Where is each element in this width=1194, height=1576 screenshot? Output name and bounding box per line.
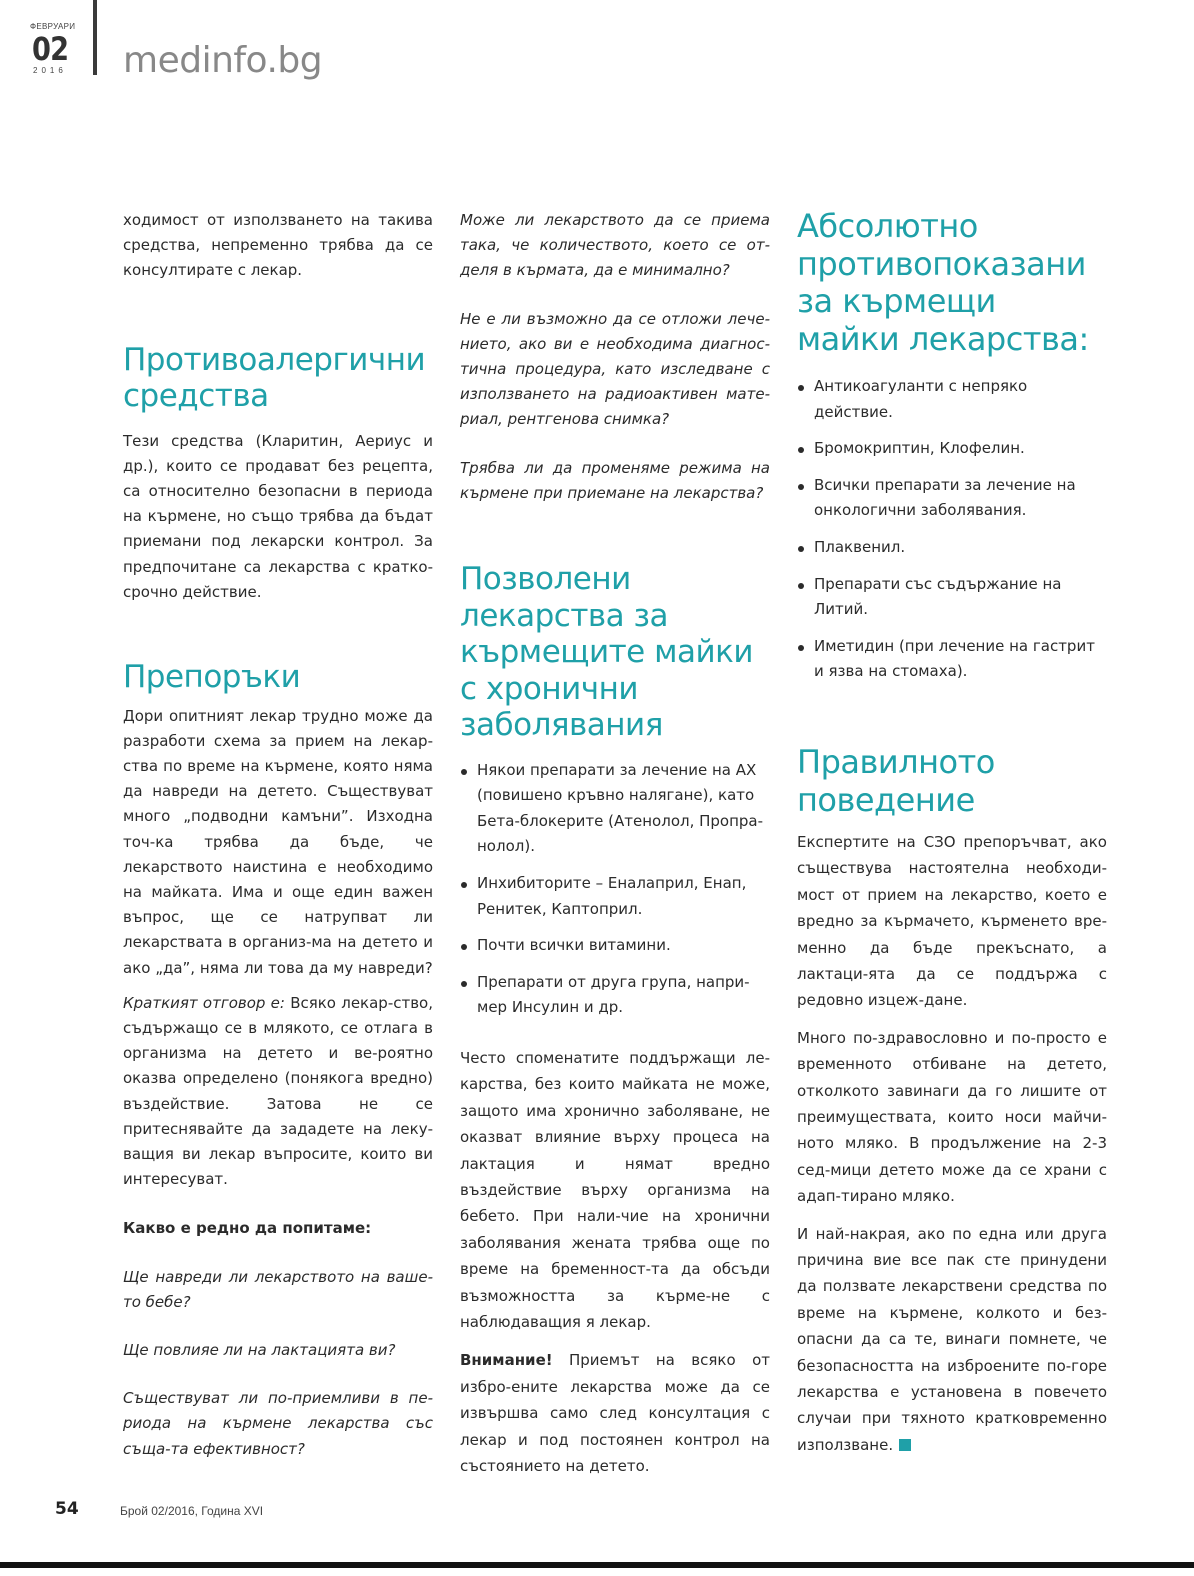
list-item: Иметидин (при лечение на гастрит и язва на стомаха).	[797, 634, 1107, 685]
conclusion-text: И най-накрая, ако по една или друга причина вие все пак сте принудени да ползвате лекарствени средства по време на кърмене, колкото и без-опасни да са те, винаги помнете, че безопасността на изброените по-горе лекарства е установена в повечето случаи при тяхното кратковременно използване.	[797, 1224, 1107, 1454]
question-2: Ще повлияе ли на лактацията ви?	[123, 1341, 396, 1359]
heading-allowed-drugs: Позволени лекарства за кърмещите майки с хронични заболявания	[460, 561, 753, 744]
heading-what-to-ask: Какво е редно да попитаме:	[123, 1219, 372, 1238]
paragraph-weaning: Много по-здравословно и по-просто е временното отбиване на детето, отколкото завинаги да го лишите от преимуществата, които носи майчи-ното мляко. В продължение на 2-3 сед-мици детето може да се храни с адап-тирано мляко.	[797, 1028, 1107, 1206]
end-mark-icon	[899, 1439, 911, 1451]
paragraph-who: Експертите на СЗО препоръчват, ако съществува настоятелна необходи-мост от прием на лекарство, което е вредно за кърмачето, кърменето вре-менно да бъде прекъснато, а лактаци-ята да се поддържа с редовно изцеж-дане.	[797, 832, 1107, 1010]
question-4: Може ли лекарството да се приема така, че количеството, което се от-деля в кърмата, да е минимално?	[460, 211, 770, 280]
list-item: Антикоагуланти с непряко действие.	[797, 374, 1107, 425]
heading-antiallergic: Противоалергични средства	[123, 341, 426, 415]
heading-contraindicated: Абсолютно противопоказани за кърмещи майки лекарства:	[797, 207, 1089, 358]
paragraph-antiallergic: Тези средства (Кларитин, Аериус и др.), които се продават без рецепта, са относително безопасни в периода на кърмене, но също трябва да бъдат приемани под лекарски контрол. За предпочитане са лекарства с кратко-срочно действие.	[123, 431, 433, 601]
list-item: Всички препарати за лечение на онкологични заболявания.	[797, 473, 1107, 524]
warning-body: Приемът на всяко от избро-ените лекарства може да се извършва само след консултация с лекар и под постоянен контрол на състоянието на детето.	[460, 1351, 770, 1475]
intro-paragraph: ходимост от използването на такива средства, непременно трябва да се консултирате с лекар.	[123, 211, 433, 280]
list-item: Инхибиторите – Еналаприл, Енап, Ренитек, Каптоприл.	[460, 871, 770, 922]
heading-proper-behavior: Правилното поведение	[797, 742, 995, 819]
site-logo: medinfo.bg	[123, 40, 323, 81]
page-number: 54	[55, 1499, 79, 1519]
column-1	[123, 208, 433, 1462]
issue-month: ФЕВРУАРИ	[30, 22, 76, 31]
bottom-rule	[0, 1562, 1194, 1568]
issue-year: 2016	[33, 66, 67, 75]
paragraph-short-answer	[123, 991, 433, 1193]
paragraph-recommendations: Дори опитният лекар трудно може да разработи схема за прием на лекар-ства по време на кърмене, която няма да навреди на детето. Съществуват много „подводни камъни”. Изходна точ-ка трябва да бъде, че лекарството наистина е необходимо на майката. Има и още един важен въпрос, ще се натрупват ли лекарствата в организ-ма на детето и ако „да”, няма ли това да му навреди?	[123, 706, 433, 977]
list-item: Плаквенил.	[797, 535, 1107, 561]
paragraph-conclusion	[797, 1221, 1107, 1459]
heading-recommendations: Препоръки	[123, 659, 301, 696]
list-item: Почти всички витамини.	[460, 933, 770, 959]
allowed-drugs-list	[460, 758, 770, 1021]
question-5: Не е ли възможно да се отложи лече-нието, ако ви е необходима диагнос-тична процедура, като изследване с използването на радиоактивен мате-риал, рентгенова снимка?	[460, 309, 770, 429]
short-answer-lead: Краткият отговор е:	[123, 993, 285, 1012]
contraindicated-list	[797, 374, 1107, 685]
paragraph-supporting-drugs: Често споменатите поддържащи ле-карства, без които майката не може, защото има хронично заболяване, не оказват влияние върху процеса на лактация и нямат вредно въздействие върху организма на бебето. При нали-чие на хронични заболявания жената трябва още по време на бременност-та да обсъди възможността за кърме-не с наблюдаващия я лекар.	[460, 1048, 770, 1331]
list-item: Някои препарати за лечение на АХ (повишено кръвно налягане), като Бета-блокерите (Атенолол, Пропра-нолол).	[460, 758, 770, 860]
masthead	[0, 0, 1194, 90]
list-item: Препарати от друга група, напри-мер Инсулин и др.	[460, 970, 770, 1021]
column-2	[460, 208, 770, 1479]
header-divider	[93, 0, 97, 75]
question-1: Ще навреди ли лекарството на ваше-то бебе?	[123, 1267, 433, 1311]
question-3: Съществуват ли по-приемливи в пе-риода на кърмене лекарства със съща-та ефективност?	[123, 1389, 433, 1458]
list-item: Бромокриптин, Клофелин.	[797, 436, 1107, 462]
issue-number: 02	[32, 30, 69, 68]
short-answer-body: Всяко лекар-ство, съдържащо се в млякото, се отлага в организма на детето и ве-роятно оказва определено (понякога вредно) въздействие. Затова не се притеснявайте да зададете на леку-ващия ви лекар въпросите, които ви интересуват.	[123, 993, 433, 1189]
paragraph-warning	[460, 1347, 770, 1479]
list-item: Препарати със съдържание на Литий.	[797, 572, 1107, 623]
warning-label: Внимание!	[460, 1351, 553, 1370]
column-3	[797, 208, 1107, 1458]
question-6: Трябва ли да променяме режима на кърмене при приемане на лекарства?	[460, 458, 770, 502]
issue-info: Брой 02/2016, Година XVI	[120, 1504, 264, 1518]
